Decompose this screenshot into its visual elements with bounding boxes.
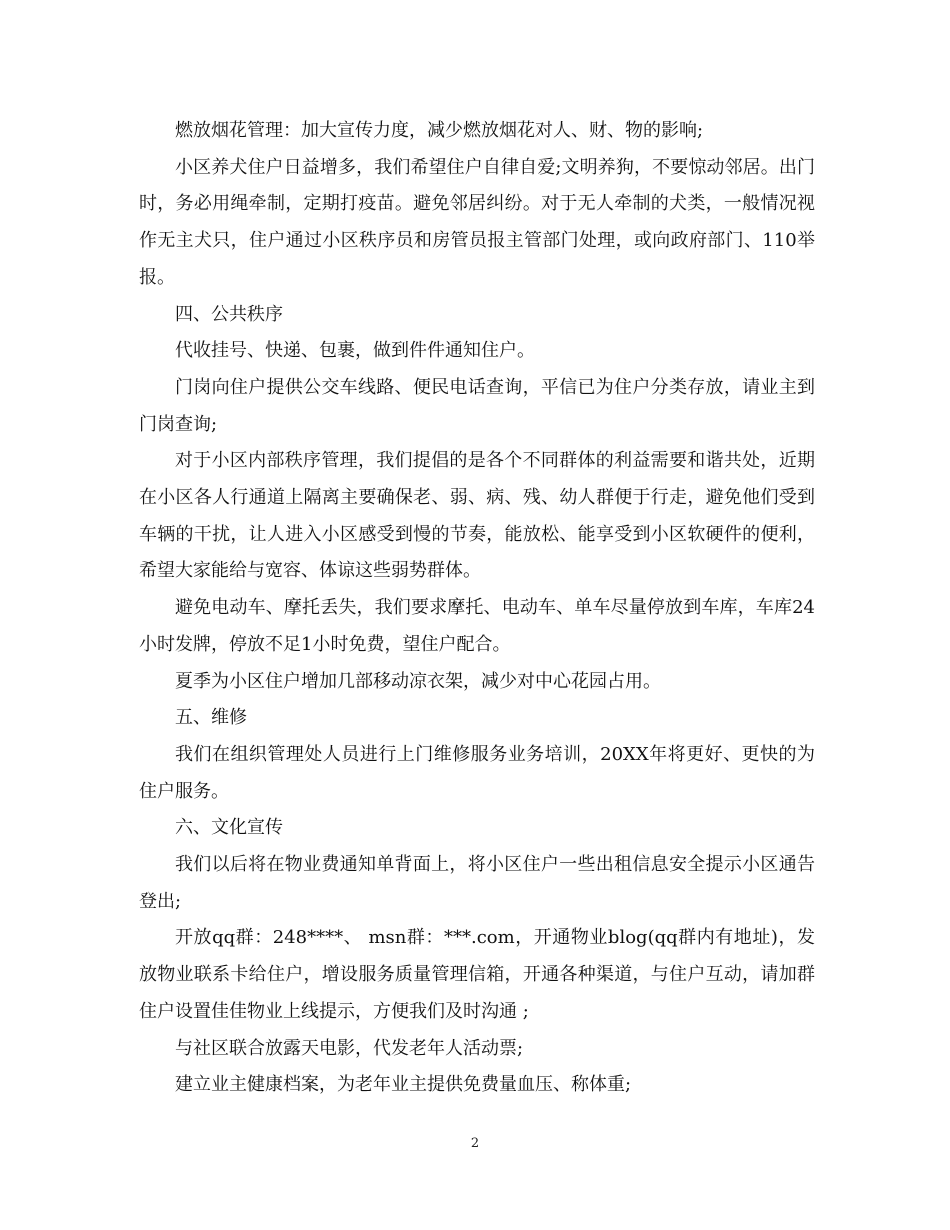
paragraph-vehicle-parking: 避免电动车、摩托丢失，我们要求摩托、电动车、单车尽量停放到车库，车库24小时发牌，停放不足1小时免费，望住户配合。 bbox=[139, 597, 815, 655]
paragraph-online-channels: 开放qq群：248****、 msn群：***.com，开通物业blog(qq群内有地址)，发放物业联系卡给住户，增设服务质量管理信箱，开通各种渠道，与住户互动，请加群住户设置佳佳物业上线提示，方便我们及时沟通 ; bbox=[139, 927, 815, 1022]
page-number: 2 bbox=[470, 1136, 480, 1151]
paragraph-internal-order: 对于小区内部秩序管理，我们提倡的是各个不同群体的利益需要和谐共处，近期在小区各人行通道上隔离主要确保老、弱、病、残、幼人群便于行走，避免他们受到车辆的干扰，让人进入小区感受到慢的节奏，能放松、能享受到小区软硬件的便利，希望大家能给与宽容、体谅这些弱势群体。 bbox=[139, 450, 815, 582]
paragraph-outdoor-movies: 与社区联合放露天电影，代发老年人活动票; bbox=[175, 1037, 524, 1059]
document-body bbox=[139, 113, 815, 1104]
paragraph-parcels: 代收挂号、快递、包裹，做到件件通知住户。 bbox=[175, 340, 535, 362]
paragraph-fireworks: 燃放烟花管理：加大宣传力度，减少燃放烟花对人、财、物的影响; bbox=[175, 120, 704, 141]
section-heading-maintenance: 五、维修 bbox=[175, 707, 247, 729]
paragraph-drying-racks: 夏季为小区住户增加几部移动凉衣架，减少对中心花园占用。 bbox=[175, 670, 661, 692]
section-heading-culture: 六、文化宣传 bbox=[175, 817, 283, 839]
paragraph-dogs: 小区养犬住户日益增多，我们希望住户自律自爱;文明养狗，不要惊动邻居。出门时，务必用绳牵制，定期打疫苗。避免邻居纠纷。对于无人牵制的犬类，一般情况视作无主犬只，住户通过小区秩序员和房管员报主管部门处理，或向政府部门、110举报。 bbox=[139, 156, 815, 288]
section-heading-public-order: 四、公共秩序 bbox=[175, 303, 283, 325]
paragraph-gate-info: 门岗向住户提供公交车线路、便民电话查询，平信已为住户分类存放，请业主到门岗查询; bbox=[139, 376, 815, 435]
paragraph-maintenance-training: 我们在组织管理处人员进行上门维修服务业务培训，20XX年将更好、更快的为住户服务。 bbox=[139, 743, 815, 802]
paragraph-notices: 我们以后将在物业费通知单背面上，将小区住户一些出租信息安全提示小区通告登出; bbox=[139, 854, 815, 912]
paragraph-health-records: 建立业主健康档案，为老年业主提供免费量血压、称体重; bbox=[175, 1074, 632, 1096]
